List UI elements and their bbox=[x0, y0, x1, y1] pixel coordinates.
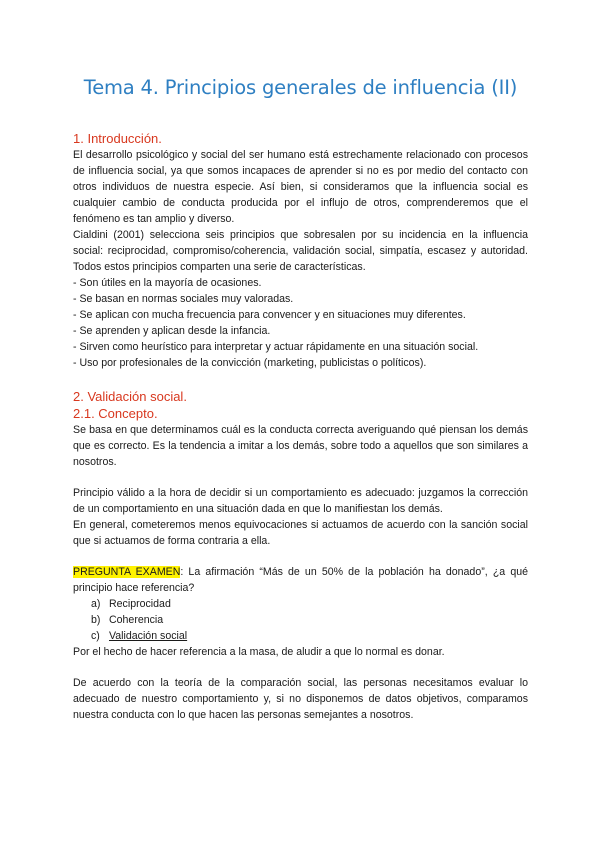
option-item: b) Coherencia bbox=[91, 614, 164, 626]
paragraph: El desarrollo psicológico y social del ser humano está estrechamente relacionado con procesos de influencia social, ya que somos incapaces de aprender si no es por medio del contacto con otros individuos de nuestra especie. Así bien, si consideramos que la influencia social es cualquier cambio de conducta producida por el influjo de otros, comprenderemos que el fenómeno es tan amplio y diverso. bbox=[73, 149, 528, 225]
option-item: a) Reciprocidad bbox=[91, 598, 171, 610]
subsection-heading-concepto: 2.1. Concepto. bbox=[73, 406, 158, 421]
paragraph: Cialdini (2001) selecciona seis principios que sobresalen por su incidencia en la influencia social: reciprocidad, compromiso/coherencia, validación social, simpatía, escasez y autoridad. Todos estos principios comparten una serie de características. bbox=[73, 229, 528, 273]
list-item: - Son útiles en la mayoría de ocasiones. bbox=[73, 275, 528, 291]
paragraph: Se basa en que determinamos cuál es la conducta correcta averiguando qué piensan los demás que es correcto. Es la tendencia a imitar a los demás, sobre todo a aquellos que son similares a nosotros. bbox=[73, 424, 528, 468]
list-item: - Se basan en normas sociales muy valoradas. bbox=[73, 291, 528, 307]
paragraph: Principio válido a la hora de decidir si un comportamiento es adecuado: juzgamos la corrección de un comportamiento en una situación dada en que lo manifiestan los demás. bbox=[73, 487, 528, 515]
section-heading-validacion-social: 2. Validación social. bbox=[73, 389, 187, 404]
list-item: - Se aplican con mucha frecuencia para convencer y en situaciones muy diferentes. bbox=[73, 307, 528, 323]
list-item: - Uso por profesionales de la convicción (marketing, publicistas o políticos). bbox=[73, 355, 528, 371]
characteristics-list bbox=[73, 275, 528, 371]
paragraph: De acuerdo con la teoría de la comparación social, las personas necesitamos evaluar lo adecuado de nuestro comportamiento y, si no disponemos de datos objetivos, comparamos nuestra conducta con lo que hacen las personas semejantes a nosotros. bbox=[73, 677, 528, 721]
option-item-correct: c) Validación social bbox=[91, 630, 188, 642]
answer-note: Por el hecho de hacer referencia a la masa, de aludir a que lo normal es donar. bbox=[73, 646, 445, 658]
document-title: Tema 4. Principios generales de influencia (II) bbox=[83, 76, 518, 99]
list-item: - Se aprenden y aplican desde la infancia. bbox=[73, 323, 528, 339]
paragraph: En general, cometeremos menos equivocaciones si actuamos de acuerdo con la sanción social que si actuamos de forma contraria a ella. bbox=[73, 519, 528, 547]
section-heading-introduccion: 1. Introducción. bbox=[73, 131, 162, 146]
exam-question bbox=[73, 564, 528, 596]
exam-question-text: : La afirmación “Más de un 50% de la población ha donado”, ¿a qué principio hace referencia? bbox=[73, 566, 528, 594]
exam-label-highlight: PREGUNTA EXAMEN bbox=[73, 566, 181, 578]
answer-options bbox=[73, 596, 528, 644]
list-item: - Sirven como heurístico para interpretar y actuar rápidamente en una situación social. bbox=[73, 339, 528, 355]
